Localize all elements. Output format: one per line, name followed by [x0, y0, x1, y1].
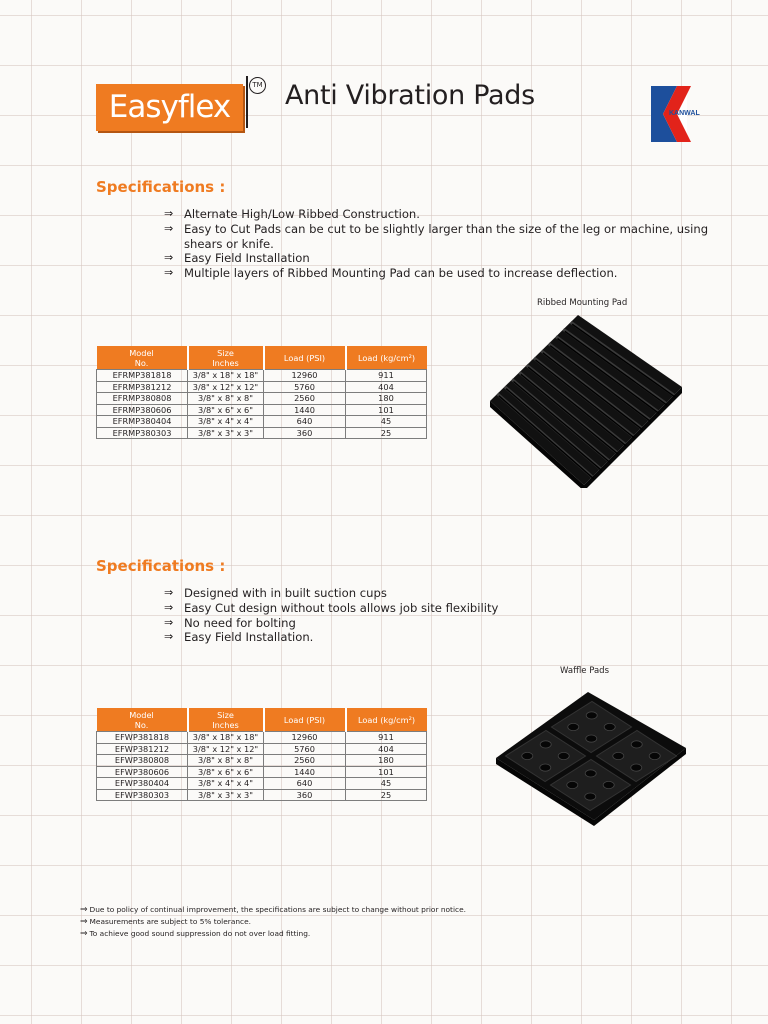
suction-cup-hole — [586, 712, 597, 719]
bullet-item: ⇒ Easy Field Installation — [164, 251, 310, 266]
cell-model: EFRMP380404 — [97, 416, 188, 428]
bullet-item: ⇒ Designed with in built suction cups — [164, 586, 387, 600]
cell-size: 3/8" x 12" x 12" — [188, 743, 264, 755]
suction-cup-hole — [540, 764, 551, 771]
cell-load-kg: 25 — [346, 427, 427, 439]
cell-load-psi: 640 — [264, 416, 346, 428]
cell-size: 3/8" x 8" x 8" — [188, 755, 264, 767]
waffle-pad-spec-table — [96, 708, 427, 801]
suction-cup-hole — [568, 723, 579, 730]
col-header-load-kg: Load (kg/cm²) — [346, 708, 427, 732]
cell-load-psi: 1440 — [264, 404, 346, 416]
suction-cup-hole — [649, 752, 660, 759]
table-row — [97, 789, 427, 801]
footnote-item: ⇒ Due to policy of continual improvement, the specifications are subject to change without prior notice. — [80, 905, 466, 915]
table-row — [97, 393, 427, 405]
cell-load-psi: 2560 — [264, 393, 346, 405]
cell-size: 3/8" x 4" x 4" — [188, 416, 264, 428]
cell-size: 3/8" x 6" x 6" — [188, 404, 264, 416]
bullet-item: ⇒ Easy Cut design without tools allows job site flexibility — [164, 600, 499, 615]
cell-load-kg: 911 — [346, 732, 427, 744]
cell-size: 3/8" x 8" x 8" — [188, 393, 264, 405]
suction-cup-hole — [604, 723, 615, 730]
cell-size: 3/8" x 6" x 6" — [188, 766, 264, 778]
cell-size: 3/8" x 4" x 4" — [188, 778, 264, 790]
cell-load-kg: 45 — [346, 778, 427, 790]
logo-divider — [246, 76, 248, 128]
cell-load-psi: 12960 — [264, 370, 346, 382]
cell-load-kg: 101 — [346, 766, 427, 778]
suction-cup-hole — [522, 752, 533, 759]
arrow-icon: ⇒ — [80, 929, 88, 939]
cell-load-psi: 360 — [264, 789, 346, 801]
suction-cup-hole — [631, 764, 642, 771]
cell-load-psi: 2560 — [264, 755, 346, 767]
ribbed-mounting-pad-image — [486, 313, 686, 488]
cell-model: EFRMP380606 — [97, 404, 188, 416]
bullet-item: ⇒ Multiple layers of Ribbed Mounting Pad can be used to increase deflection. — [164, 266, 618, 281]
col-header-size: Size Inches — [188, 708, 264, 732]
col-header-model: Model No. — [97, 346, 188, 370]
bullet-item: ⇒ Alternate High/Low Ribbed Construction. — [164, 207, 420, 221]
arrow-icon: ⇒ — [164, 630, 174, 644]
cell-model: EFWP381212 — [97, 743, 188, 755]
cell-size: 3/8" x 18" x 18" — [188, 370, 264, 382]
cell-model: EFRMP380303 — [97, 427, 188, 439]
easyflex-logo — [96, 84, 243, 131]
cell-load-psi: 12960 — [264, 732, 346, 744]
bullet-item: ⇒ Easy to Cut Pads can be cut to be slightly larger than the size of the leg or machine, using shears or knife. — [164, 221, 709, 251]
arrow-icon: ⇒ — [164, 615, 174, 629]
section-2-bullets — [164, 586, 709, 645]
suction-cup-hole — [558, 752, 569, 759]
cell-model: EFRMP380808 — [97, 393, 188, 405]
ribbed-pad-spec-table — [96, 346, 427, 439]
cell-size: 3/8" x 12" x 12" — [188, 381, 264, 393]
cell-model: EFRMP381212 — [97, 381, 188, 393]
suction-cup-hole — [613, 752, 624, 759]
cell-load-psi: 360 — [264, 427, 346, 439]
col-header-model: Model No. — [97, 708, 188, 732]
table-row — [97, 766, 427, 778]
cell-load-kg: 180 — [346, 755, 427, 767]
cell-size: 3/8" x 3" x 3" — [188, 427, 264, 439]
page-title: Anti Vibration Pads — [285, 80, 535, 111]
kanwal-logo-icon — [651, 86, 721, 142]
table-header-row — [97, 346, 427, 370]
cell-size: 3/8" x 18" x 18" — [188, 732, 264, 744]
brand-name: KANWAL — [669, 110, 700, 117]
cell-size: 3/8" x 3" x 3" — [188, 789, 264, 801]
section-2-heading: Specifications : — [96, 557, 226, 575]
cell-load-kg: 404 — [346, 743, 427, 755]
table-row — [97, 732, 427, 744]
col-header-load-kg: Load (kg/cm²) — [346, 346, 427, 370]
cell-load-kg: 404 — [346, 381, 427, 393]
arrow-icon: ⇒ — [80, 905, 88, 915]
bullet-item: ⇒ No need for bolting — [164, 615, 296, 630]
waffle-pad-caption: Waffle Pads — [560, 666, 609, 676]
ribbed-pad-caption: Ribbed Mounting Pad — [537, 298, 628, 308]
table-row — [97, 404, 427, 416]
waffle-pad-image — [490, 686, 690, 831]
arrow-icon: ⇒ — [164, 600, 174, 614]
cell-load-psi: 640 — [264, 778, 346, 790]
cell-model: EFWP381818 — [97, 732, 188, 744]
table-row — [97, 427, 427, 439]
arrow-icon: ⇒ — [80, 917, 88, 927]
arrow-icon: ⇒ — [164, 207, 174, 220]
cell-load-psi: 5760 — [264, 381, 346, 393]
footnotes — [80, 904, 466, 940]
cell-load-psi: 1440 — [264, 766, 346, 778]
cell-load-kg: 101 — [346, 404, 427, 416]
kanwal-brand-logo — [651, 86, 721, 142]
cell-load-kg: 25 — [346, 789, 427, 801]
cell-model: EFRMP381818 — [97, 370, 188, 382]
suction-cup-hole — [540, 741, 551, 748]
table-row — [97, 755, 427, 767]
footnote-item: ⇒ To achieve good sound suppression do not over load fitting. — [80, 929, 311, 939]
table-row — [97, 743, 427, 755]
trademark-icon: TM — [249, 77, 266, 94]
suction-cup-hole — [585, 793, 596, 800]
cell-load-kg: 180 — [346, 393, 427, 405]
suction-cup-hole — [567, 781, 578, 788]
arrow-icon: ⇒ — [164, 586, 174, 599]
cell-model: EFWP380606 — [97, 766, 188, 778]
table-row — [97, 416, 427, 428]
cell-model: EFWP380404 — [97, 778, 188, 790]
cell-model: EFWP380303 — [97, 789, 188, 801]
arrow-icon: ⇒ — [164, 251, 174, 265]
cell-load-kg: 45 — [346, 416, 427, 428]
cell-model: EFWP380808 — [97, 755, 188, 767]
cell-load-psi: 5760 — [264, 743, 346, 755]
table-row — [97, 778, 427, 790]
suction-cup-hole — [586, 735, 597, 742]
logo-text: Easyflex — [108, 89, 231, 125]
section-1-bullets — [164, 207, 709, 281]
suction-cup-hole — [585, 770, 596, 777]
section-1-heading: Specifications : — [96, 178, 226, 196]
col-header-load-psi: Load (PSI) — [264, 708, 346, 732]
footnote-item: ⇒ Measurements are subject to 5% tolerance. — [80, 917, 251, 927]
col-header-load-psi: Load (PSI) — [264, 346, 346, 370]
col-header-size: Size Inches — [188, 346, 264, 370]
suction-cup-hole — [631, 741, 642, 748]
arrow-icon: ⇒ — [164, 266, 174, 280]
cell-load-kg: 911 — [346, 370, 427, 382]
table-row — [97, 370, 427, 382]
arrow-icon: ⇒ — [164, 221, 174, 235]
bullet-item: ⇒ Easy Field Installation. — [164, 630, 314, 645]
suction-cup-hole — [603, 781, 614, 788]
table-header-row — [97, 708, 427, 732]
table-row — [97, 381, 427, 393]
